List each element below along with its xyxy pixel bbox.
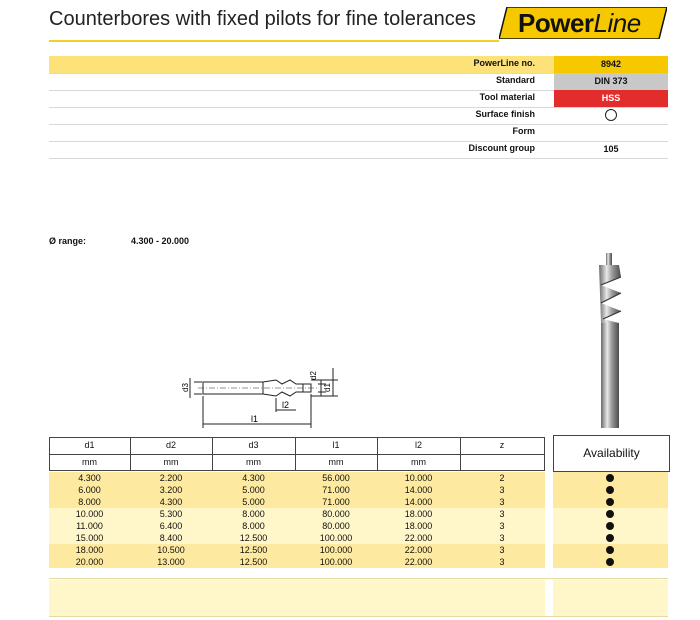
spec-label: Standard: [495, 75, 535, 85]
drawing-label-l2: l2: [282, 400, 290, 410]
cell-d1: 4.300: [78, 473, 101, 483]
spec-value: [554, 107, 668, 124]
cell-d2: 4.300: [159, 497, 183, 507]
drawing-label-d3: d3: [181, 383, 190, 392]
cell-d2: 8.400: [159, 533, 183, 543]
table-row: [49, 520, 545, 532]
page-title: Counterbores with fixed pilots for fine tolerances: [49, 8, 476, 30]
spec-row-form: [49, 124, 668, 142]
table-row: [49, 532, 545, 544]
table-row: [49, 472, 545, 484]
availability-dot-icon: [606, 522, 614, 530]
tool-technical-drawing: [178, 360, 338, 435]
unit-l2: mm: [411, 457, 426, 467]
cell-l1: 100.000: [319, 557, 353, 567]
cell-d3: 8.000: [242, 509, 265, 519]
cell-l2: 18.000: [404, 521, 433, 531]
table-row: [49, 556, 545, 568]
availability-dot-icon: [606, 510, 614, 518]
col-header-z: z: [499, 440, 505, 450]
availability-header: Availability: [553, 435, 670, 472]
spec-row-standard: [49, 73, 668, 91]
cell-d1: 6.000: [78, 485, 101, 495]
cell-d1: 11.000: [76, 521, 103, 531]
cell-z: 3: [499, 497, 505, 507]
cell-d3: 12.500: [239, 545, 268, 555]
spec-value: 8942: [554, 56, 668, 73]
spec-label: Discount group: [468, 143, 535, 153]
cell-d2: 2.200: [159, 473, 183, 483]
col-header-d3: d3: [248, 440, 259, 450]
cell-d3: 5.000: [242, 497, 265, 507]
availability-dot-icon: [606, 486, 614, 494]
logo-text: [518, 8, 641, 39]
row-divider: [49, 616, 668, 617]
cell-l2: 14.000: [404, 485, 433, 495]
cell-d3: 8.000: [242, 521, 265, 531]
spec-label: Form: [512, 126, 535, 136]
cell-z: 3: [499, 557, 505, 567]
table-row: [49, 496, 545, 508]
cell-l2: 10.000: [404, 473, 433, 483]
col-header-d1: d1: [84, 440, 95, 450]
unit-d3: mm: [246, 457, 261, 467]
cell-l1: 71.000: [322, 485, 350, 495]
spec-value: HSS: [554, 90, 668, 107]
cell-l1: 80.000: [322, 509, 350, 519]
logo-bold: Power: [518, 8, 594, 38]
logo-thin: Line: [593, 8, 641, 38]
cell-d3: 4.300: [242, 473, 265, 483]
cell-z: 3: [499, 509, 505, 519]
cell-l1: 100.000: [319, 533, 353, 543]
spec-label: Tool material: [479, 92, 535, 102]
cell-z: 2: [499, 473, 505, 483]
cell-l2: 22.000: [404, 545, 433, 555]
drawing-label-l1: l1: [251, 414, 259, 424]
cell-l2: 22.000: [404, 533, 433, 543]
availability-dot-icon: [606, 546, 614, 554]
cell-d3: 12.500: [239, 533, 268, 543]
cell-l1: 80.000: [322, 521, 350, 531]
table-header: [49, 437, 545, 471]
cell-l2: 14.000: [404, 497, 433, 507]
avail-band: [553, 580, 668, 616]
availability-dot-icon: [606, 534, 614, 542]
cell-l1: 71.000: [322, 497, 350, 507]
cell-l2: 22.000: [404, 557, 433, 567]
spec-value: [554, 124, 668, 141]
cell-l1: 56.000: [322, 473, 350, 483]
spec-label: PowerLine no.: [473, 58, 535, 68]
cell-d2: 5.300: [159, 509, 183, 519]
cell-d1: 10.000: [75, 509, 104, 519]
cell-d1: 15.000: [75, 533, 104, 543]
cell-d1: 20.000: [75, 557, 104, 567]
cell-d2: 3.200: [159, 485, 183, 495]
row-band: [49, 580, 545, 616]
cell-z: 3: [499, 533, 505, 543]
cell-d1: 8.000: [78, 497, 101, 507]
spec-row-powerline-no: [49, 56, 668, 74]
table-row: [49, 508, 545, 520]
unit-l1: mm: [328, 457, 344, 467]
table-row: [49, 484, 545, 496]
table-row: [49, 544, 545, 556]
spec-row-tool-material: [49, 90, 668, 108]
col-header-d2: d2: [165, 440, 176, 450]
unit-d2: mm: [163, 457, 179, 467]
drawing-label-d2: d2: [309, 371, 318, 380]
cell-d2: 13.000: [157, 557, 185, 567]
spec-value: DIN 373: [554, 73, 668, 90]
spec-value: 105: [603, 144, 619, 154]
cell-d2: 10.500: [157, 545, 185, 555]
col-header-l2: l2: [414, 440, 422, 450]
col-header-l1: l1: [332, 440, 340, 450]
cell-l2: 18.000: [404, 509, 433, 519]
range-value: 4.300 - 20.000: [131, 236, 190, 246]
title-underline: [49, 40, 499, 42]
cell-l1: 100.000: [319, 545, 353, 555]
availability-dot-icon: [606, 558, 614, 566]
cell-z: 3: [499, 545, 505, 555]
spec-row-surface-finish: [49, 107, 668, 125]
tool-product-photo: [593, 253, 627, 428]
spec-row-discount-group: [49, 141, 668, 159]
cell-d1: 18.000: [75, 545, 104, 555]
cell-z: 3: [499, 521, 505, 531]
range-label: Ø range:: [49, 236, 87, 246]
cell-d3: 12.500: [239, 557, 268, 567]
unit-z: [460, 454, 544, 471]
surface-finish-circle-icon: [605, 109, 617, 121]
cell-d2: 6.400: [159, 521, 183, 531]
availability-dot-icon: [606, 498, 614, 506]
unit-d1: mm: [82, 457, 97, 467]
drawing-label-d1: d1: [323, 383, 332, 392]
cell-d3: 5.000: [242, 485, 265, 495]
spec-label: Surface finish: [475, 109, 535, 119]
availability-dot-icon: [606, 474, 614, 482]
row-divider: [49, 578, 668, 579]
cell-z: 3: [499, 485, 505, 495]
